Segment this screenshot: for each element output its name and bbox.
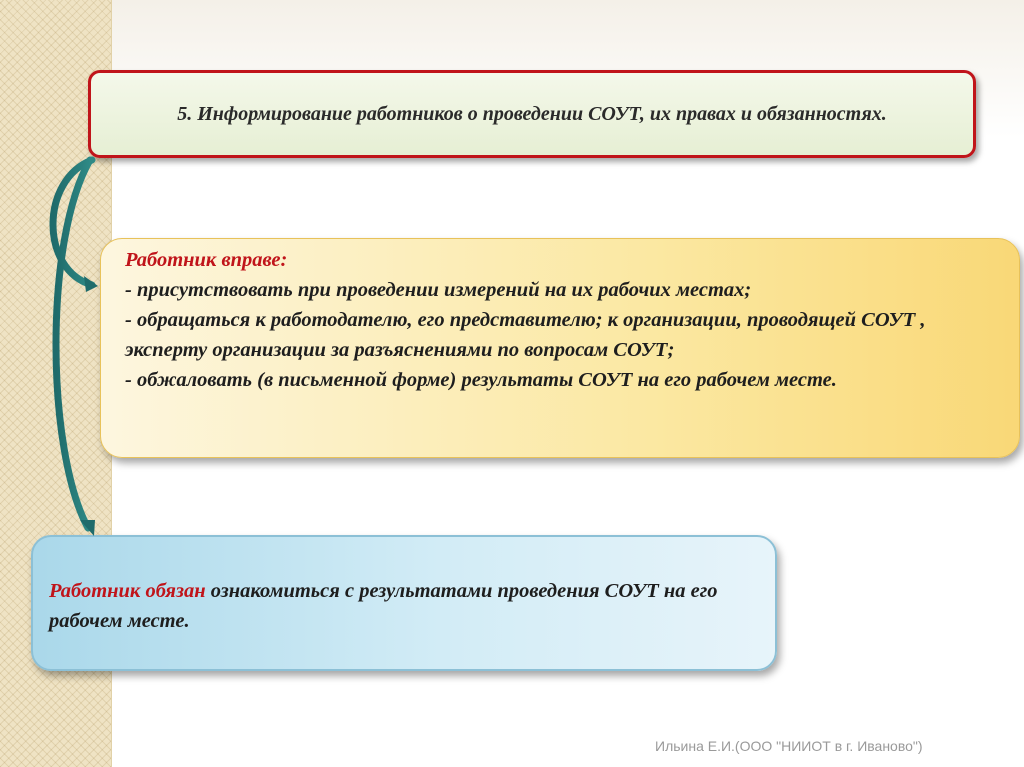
rights-item: - присутствовать при проведении измерений на их рабочих местах; xyxy=(125,279,752,301)
rights-heading: Работник вправе: xyxy=(125,249,288,271)
slide-title: 5. Информирование работников о проведении СОУТ, их правах и обязанностях. xyxy=(177,103,887,125)
rights-item: - обращаться к работодателю, его представителю; к организации, проводящей СОУТ , эксперту организации за разъяснениями по вопросам СОУТ; xyxy=(125,309,926,361)
rights-item: - обжаловать (в письменной форме) результаты СОУТ на его рабочем месте. xyxy=(125,369,837,391)
footer-author: Ильина Е.И.(ООО "НИИОТ в г. Иваново") xyxy=(655,738,923,754)
duty-heading: Работник обязан xyxy=(49,580,206,602)
worker-rights-box xyxy=(100,238,1020,458)
duty-text: ознакомиться с результатами проведения СОУТ на его рабочем месте. xyxy=(49,580,718,632)
worker-duty-box xyxy=(31,535,777,671)
slide-title-box xyxy=(88,70,976,158)
